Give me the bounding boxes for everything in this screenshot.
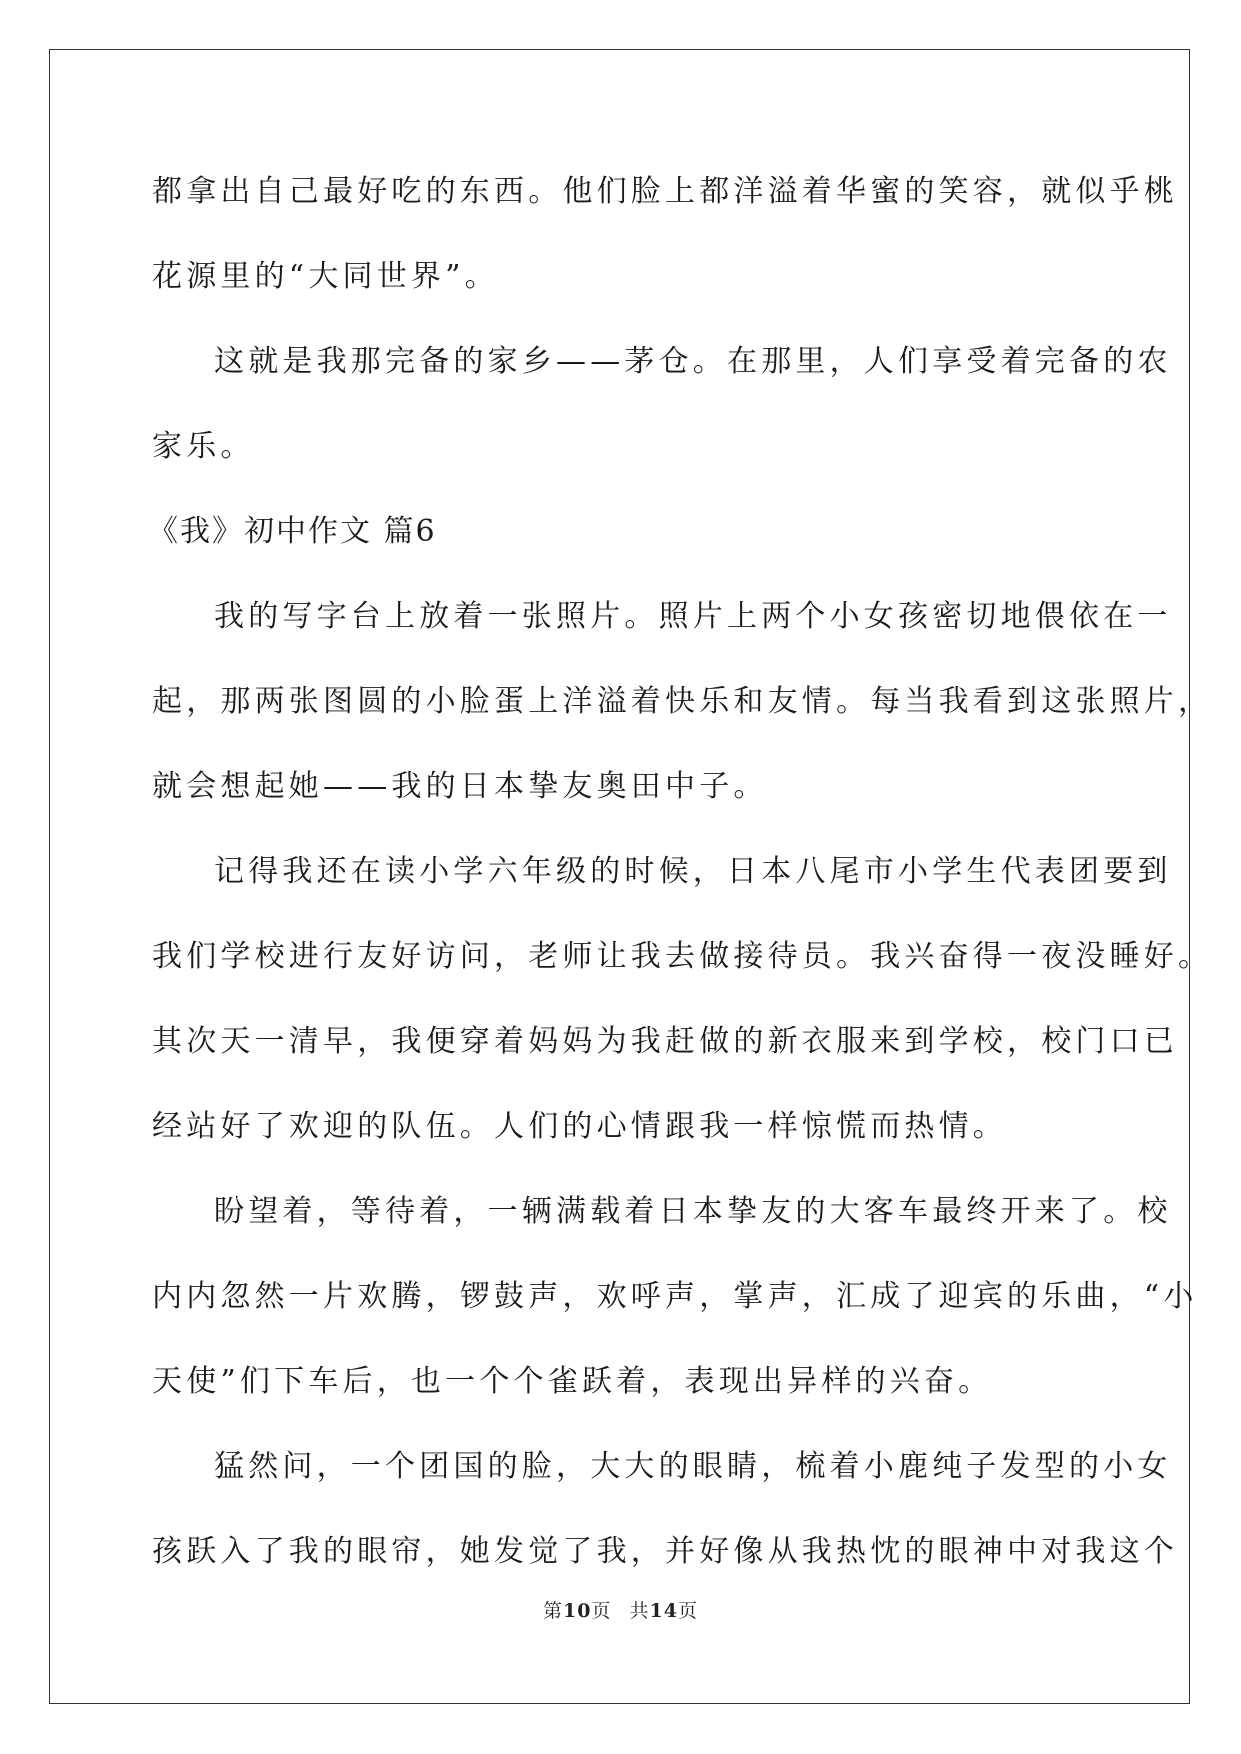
- total-prefix: 共: [629, 1600, 650, 1622]
- text-line: 都拿出自己最好吃的东西。他们脸上都洋溢着华蜜的笑容，就似乎桃: [152, 174, 1178, 209]
- total-suffix: 页: [677, 1600, 698, 1622]
- section-heading: 《我》初中作文 篇6: [148, 514, 437, 549]
- text-line: 就会想起她——我的日本挚友奥田中子。: [152, 769, 768, 804]
- text-line: 其次天一清早，我便穿着妈妈为我赶做的新衣服来到学校，校门口已: [152, 1024, 1178, 1059]
- text-line: 经站好了欢迎的队伍。人们的心情跟我一样惊慌而热情。: [152, 1109, 1007, 1144]
- text-line: 起，那两张图圆的小脸蛋上洋溢着快乐和友情。每当我看到这张照片，: [152, 684, 1213, 719]
- page-suffix: 页: [591, 1600, 612, 1622]
- text-line: 花源里的“大同世界”。: [152, 259, 499, 294]
- document-body: [148, 158, 1213, 1603]
- page-prefix: 第: [543, 1600, 564, 1622]
- text-line: 内内忽然一片欢腾，锣鼓声，欢呼声，掌声，汇成了迎宾的乐曲，“小: [152, 1279, 1198, 1314]
- text-line: 我们学校进行友好访问，老师让我去做接待员。我兴奋得一夜没睡好。: [152, 939, 1213, 974]
- text-line: 孩跃入了我的眼帘，她发觉了我，并好像从我热忱的眼神中对我这个: [152, 1534, 1178, 1569]
- page-number-footer: [0, 1596, 1241, 1623]
- text-line: 家乐。: [152, 429, 255, 464]
- text-line: 记得我还在读小学六年级的时候，日本八尾市小学生代表团要到: [214, 854, 1172, 889]
- text-line: 这就是我那完备的家乡——茅仓。在那里，人们享受着完备的农: [214, 344, 1172, 379]
- text-line: 盼望着，等待着，一辆满载着日本挚友的大客车最终开来了。校: [214, 1194, 1172, 1229]
- text-line: 天使”们下车后，也一个个雀跃着，表现出异样的兴奋。: [152, 1364, 993, 1399]
- total-page-count: 14: [649, 1600, 678, 1622]
- current-page-number: 10: [563, 1600, 592, 1622]
- text-line: 猛然问，一个团国的脸，大大的眼睛，梳着小鹿纯子发型的小女: [214, 1449, 1172, 1484]
- text-line: 我的写字台上放着一张照片。照片上两个小女孩密切地偎依在一: [214, 599, 1172, 634]
